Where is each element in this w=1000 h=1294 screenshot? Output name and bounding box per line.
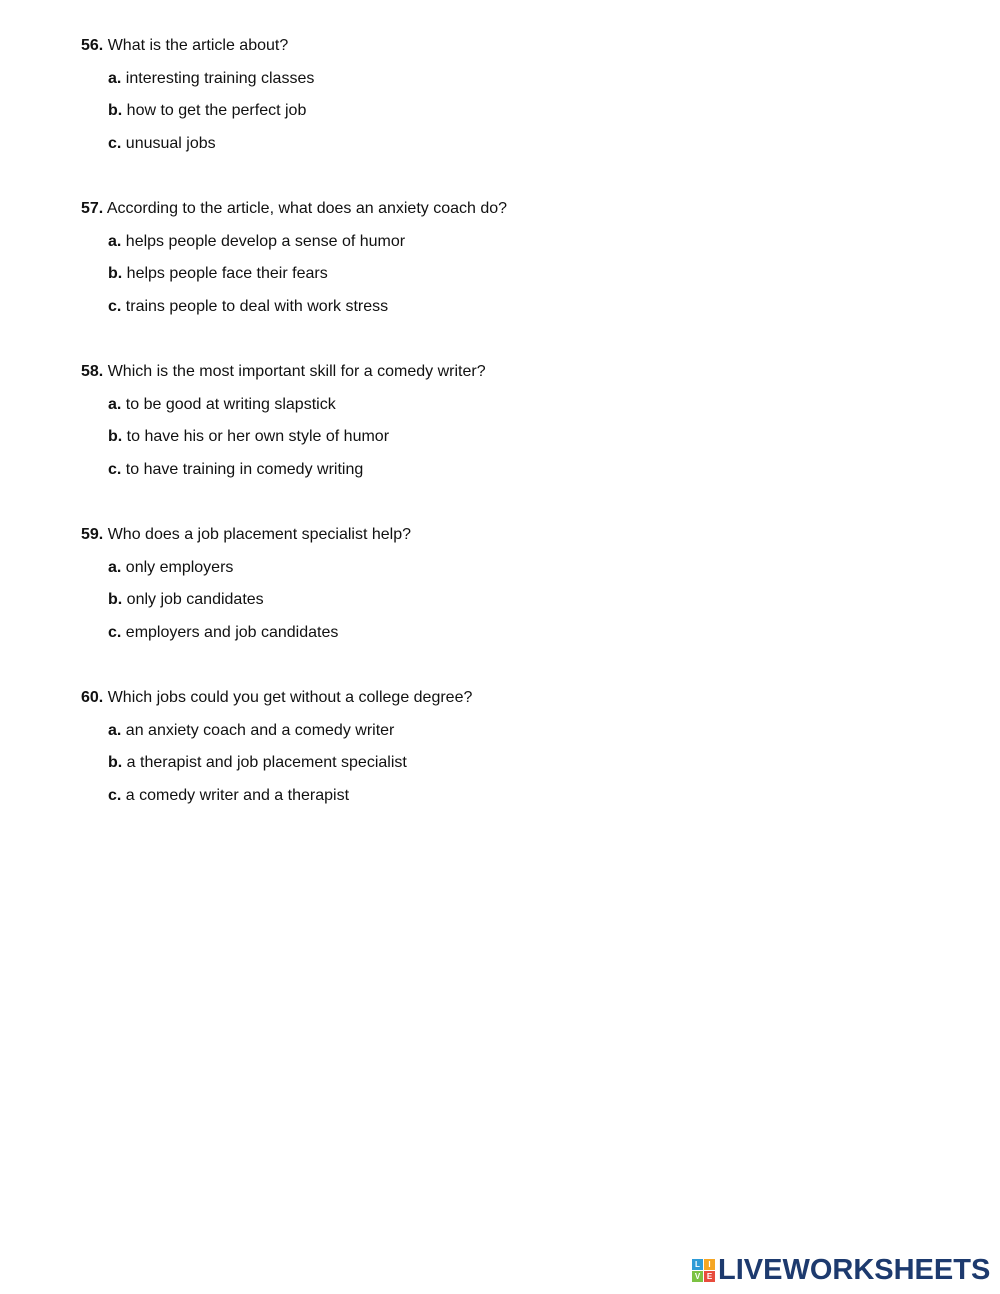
option-letter: c. [108, 298, 122, 315]
logo-text: LIVEWORKSHEETS [718, 1254, 991, 1286]
option-b[interactable] [108, 264, 328, 284]
question-prompt [81, 199, 961, 219]
liveworksheets-logo[interactable] [692, 1254, 990, 1286]
question-60 [81, 688, 961, 804]
option-text: employers and job candidates [125, 624, 339, 641]
option-letter: b. [108, 428, 123, 445]
option-text: only employers [125, 559, 234, 576]
option-letter: c. [108, 461, 122, 478]
logo-cell: L [692, 1259, 703, 1270]
option-a[interactable] [108, 721, 394, 741]
option-a[interactable] [108, 232, 405, 252]
option-a[interactable] [108, 395, 336, 415]
option-letter: a. [108, 722, 122, 739]
question-text: Who does a job placement specialist help? [107, 526, 411, 543]
logo-cell: I [704, 1259, 715, 1270]
option-letter: b. [108, 754, 123, 771]
option-text: only job candidates [126, 591, 264, 608]
logo-cell: E [704, 1271, 715, 1282]
option-text: interesting training classes [125, 70, 315, 87]
option-letter: a. [108, 559, 122, 576]
question-number: 56. [81, 37, 104, 54]
option-c[interactable] [108, 623, 338, 643]
option-b[interactable] [108, 753, 407, 773]
option-letter: b. [108, 102, 123, 119]
option-c[interactable] [108, 786, 349, 806]
question-59 [81, 525, 961, 641]
question-prompt [81, 688, 961, 708]
option-text: unusual jobs [125, 135, 216, 152]
question-number: 60. [81, 689, 104, 706]
option-text: helps people face their fears [126, 265, 328, 282]
option-text: an anxiety coach and a comedy writer [125, 722, 395, 739]
option-c[interactable] [108, 297, 388, 317]
question-number: 58. [81, 363, 104, 380]
option-text: helps people develop a sense of humor [125, 233, 406, 250]
option-text: trains people to deal with work stress [125, 298, 389, 315]
option-letter: c. [108, 135, 122, 152]
question-prompt [81, 525, 961, 545]
option-letter: b. [108, 265, 123, 282]
option-letter: b. [108, 591, 123, 608]
option-text: a therapist and job placement specialist [126, 754, 407, 771]
question-prompt [81, 36, 961, 56]
question-text: What is the article about? [107, 37, 289, 54]
question-56 [81, 36, 961, 152]
option-b[interactable] [108, 101, 306, 121]
option-text: how to get the perfect job [126, 102, 307, 119]
option-letter: a. [108, 233, 122, 250]
option-c[interactable] [108, 460, 363, 480]
question-number: 59. [81, 526, 104, 543]
option-letter: c. [108, 787, 122, 804]
option-text: to be good at writing slapstick [125, 396, 336, 413]
option-letter: a. [108, 70, 122, 87]
question-text: Which is the most important skill for a comedy writer? [107, 363, 486, 380]
option-c[interactable] [108, 134, 216, 154]
question-prompt [81, 362, 961, 382]
option-a[interactable] [108, 558, 233, 578]
option-text: to have his or her own style of humor [126, 428, 390, 445]
option-text: to have training in comedy writing [125, 461, 364, 478]
option-b[interactable] [108, 427, 389, 447]
question-number: 57. [81, 200, 104, 217]
option-a[interactable] [108, 69, 314, 89]
option-b[interactable] [108, 590, 264, 610]
logo-cell: V [692, 1271, 703, 1282]
option-text: a comedy writer and a therapist [125, 787, 350, 804]
option-letter: a. [108, 396, 122, 413]
question-text: According to the article, what does an anxiety coach do? [106, 200, 508, 217]
question-58 [81, 362, 961, 478]
option-letter: c. [108, 624, 122, 641]
logo-icon [692, 1259, 715, 1282]
question-text: Which jobs could you get without a college degree? [107, 689, 473, 706]
question-57 [81, 199, 961, 315]
